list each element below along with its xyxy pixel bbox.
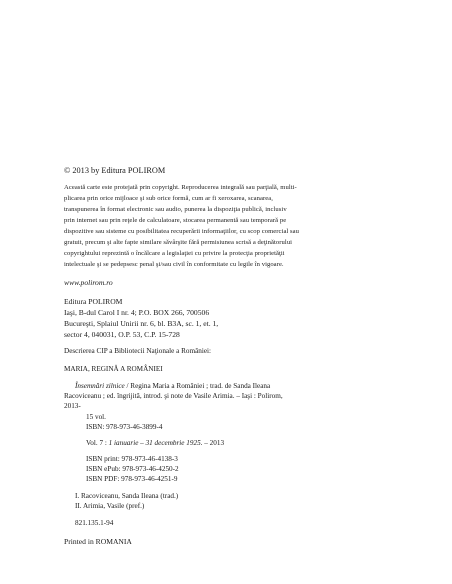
- cip-volume-line: [86, 440, 224, 447]
- publisher-line: Bucureşti, Splaiul Unirii nr. 6, bl. B3A, sc. 1, et. 1,: [64, 319, 219, 328]
- cip-volumes: 15 vol.: [86, 413, 106, 421]
- cip-title: Însemnări zilnice: [75, 382, 125, 390]
- cip-vol-prefix: Vol. 7 :: [86, 439, 109, 447]
- cip-classification: 821.135.1-94: [75, 519, 114, 527]
- publisher-line: Iaşi, B-dul Carol I nr. 4; P.O. BOX 266, 700506: [64, 308, 210, 317]
- legal-line: transpunerea în format electronic sau audio, punerea la dispoziţia publică, inclusiv: [64, 206, 287, 213]
- legal-line: gratuit, precum şi alte fapte similare săvârşite fără permisiunea scrisă a deţinătorului: [64, 239, 293, 246]
- cip-heading: Descrierea CIP a Bibliotecii Naţionale a României:: [64, 347, 212, 355]
- printed-in: Printed in ROMANIA: [64, 537, 132, 546]
- legal-line: copyrightului reprezintă o încălcare a legislaţiei cu privire la protecţia proprietăţii: [64, 250, 285, 257]
- cip-isbn-print: ISBN print: 978-973-46-4138-3: [86, 455, 178, 463]
- legal-line: prin internet sau prin reţele de calculatoare, stocarea permanentă sau temporară pe: [64, 217, 287, 224]
- copyright-line: © 2013 by Editura POLIROM: [64, 166, 166, 175]
- publisher-line: Editura POLIROM: [64, 297, 123, 306]
- cip-isbn-set: ISBN: 978-973-46-3899-4: [86, 423, 163, 431]
- legal-line: dispozitive sau sisteme cu posibilitatea recuperării informaţiilor, cu scop comercial sau: [64, 228, 300, 235]
- website-link[interactable]: www.polirom.ro: [64, 278, 113, 287]
- cip-vol-title: 1 ianuarie – 31 decembrie 1925: [108, 439, 201, 447]
- legal-line: intelectuale şi se pedepsesc penal şi/sau civil în conformitate cu legile în vigoare.: [64, 261, 284, 268]
- publisher-line: sector 4, 040031, O.P. 53, C.P. 15-728: [64, 330, 180, 339]
- cip-title-line-3: 2013-: [64, 402, 81, 410]
- cip-isbn-pdf: ISBN PDF: 978-973-46-4251-9: [86, 475, 178, 483]
- cip-title-line: [75, 383, 270, 390]
- legal-line: Această carte este protejată prin copyright. Reproducerea integrală sau parţială, multi-: [64, 184, 297, 191]
- cip-isbn-epub: ISBN ePub: 978-973-46-4250-2: [86, 465, 179, 473]
- cip-author: MARIA, REGINĂ A ROMÂNIEI: [64, 365, 163, 373]
- cip-contributor: I. Racoviceanu, Sanda Ileana (trad.): [75, 492, 179, 500]
- legal-line: plicarea prin orice mijloace şi sub orice formă, cum ar fi xeroxarea, scanarea,: [64, 195, 273, 202]
- cip-title-line-2: Racoviceanu ; ed. îngrijită, introd. şi note de Vasile Arimia. – Iaşi : Polirom,: [64, 392, 283, 400]
- cip-title-rest: / Regina Maria a României ; trad. de Sanda Ileana: [124, 382, 271, 390]
- cip-contributor: II. Arimia, Vasile (pref.): [75, 502, 145, 510]
- cip-vol-suffix: . – 2013: [200, 439, 225, 447]
